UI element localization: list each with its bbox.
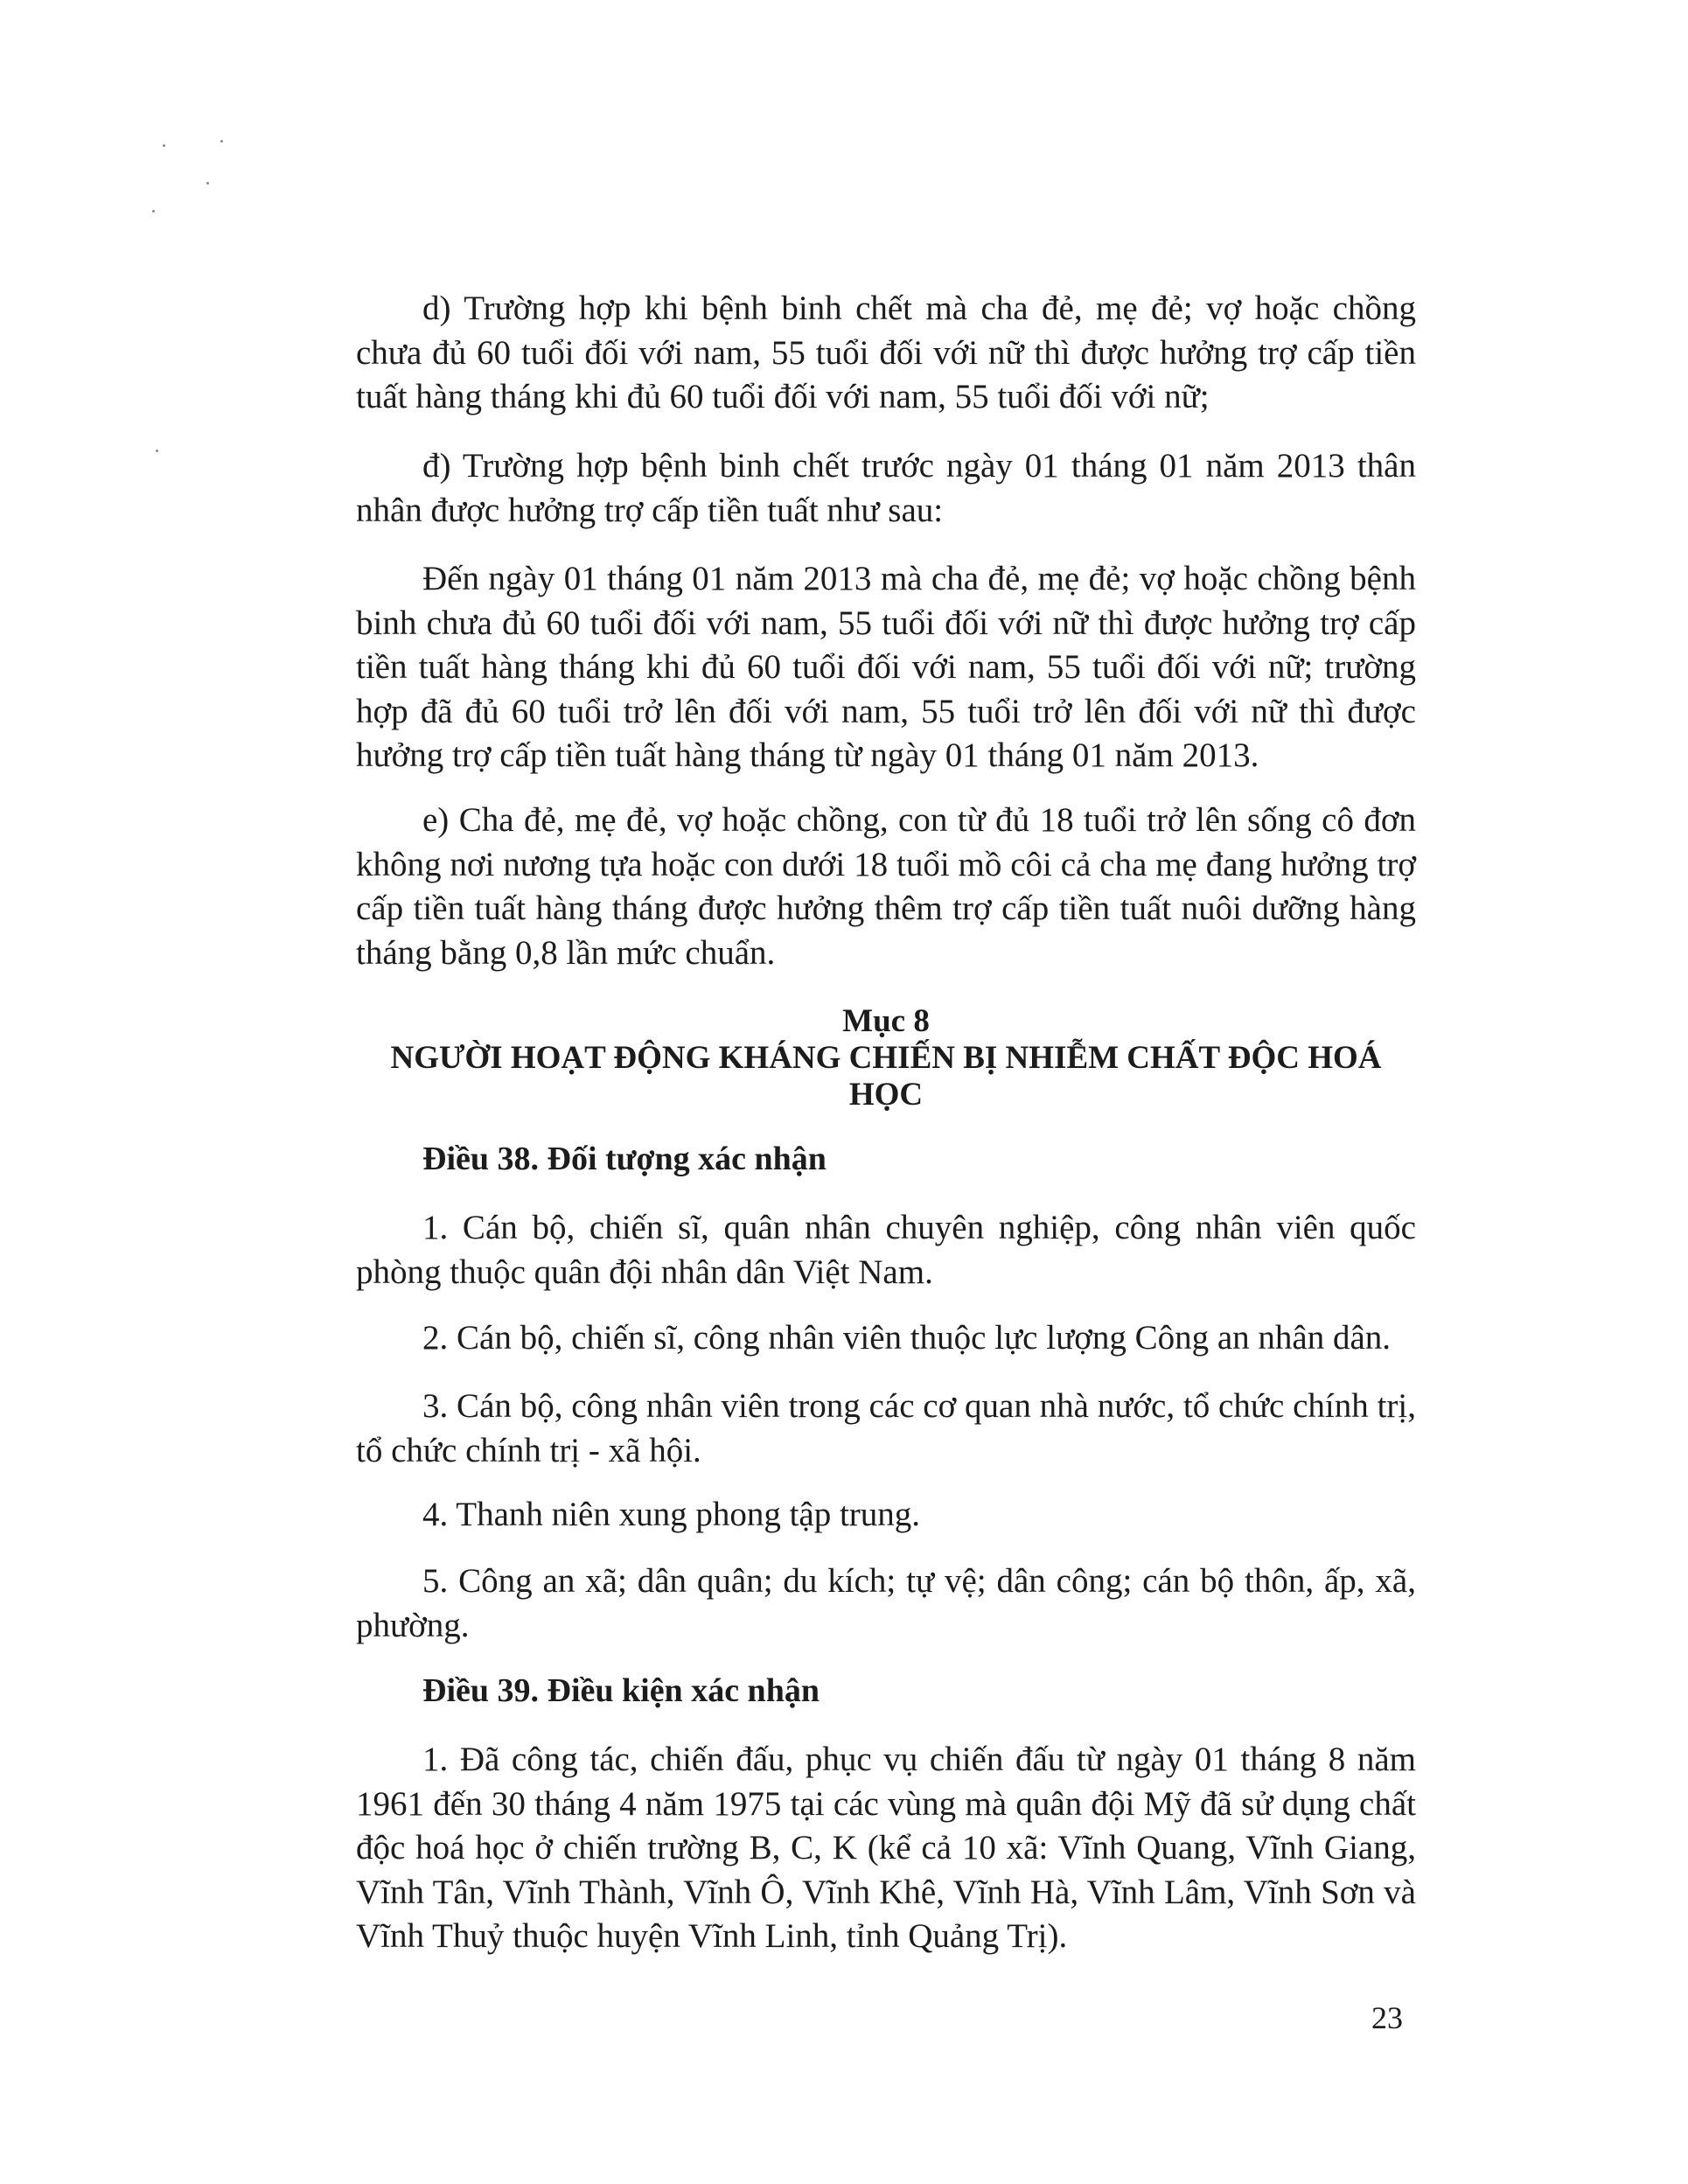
scan-speck xyxy=(152,210,155,213)
paragraph-d: d) Trường hợp khi bệnh binh chết mà cha đẻ, mẹ đẻ; vợ hoặc chồng chưa đủ 60 tuổi đối với nam, 55 tuổi đối với nữ thì được hưởng trợ cấp tiền tuất hàng tháng khi đủ 60 tuổi đối với nam, 55 tuổi đối với nữ; xyxy=(356,290,1416,415)
article-39-title: Điều 39. Điều kiện xác nhận xyxy=(422,1672,820,1709)
article-38-item-4: 4. Thanh niên xung phong tập trung. xyxy=(422,1496,921,1533)
article-38-title: Điều 38. Đối tượng xác nhận xyxy=(422,1141,827,1177)
section-title: NGƯỜI HOẠT ĐỘNG KHÁNG CHIẾN BỊ NHIỄM CHẤT ĐỘC HOÁ HỌC xyxy=(390,1040,1382,1113)
paragraph-e: e) Cha đẻ, mẹ đẻ, vợ hoặc chồng, con từ đủ 18 tuổi trở lên sống cô đơn không nơi nương tựa hoặc con dưới 18 tuổi mồ côi cả cha mẹ đang hưởng trợ cấp tiền tuất hàng tháng được hưởng thêm trợ cấp tiền tuất nuôi dưỡng hàng tháng bằng 0,8 lần mức chuẩn. xyxy=(356,801,1416,972)
scan-speck xyxy=(206,182,209,185)
scan-speck xyxy=(156,450,158,452)
paragraph-dd: đ) Trường hợp bệnh binh chết trước ngày 01 tháng 01 năm 2013 thân nhân được hưởng trợ cấp tiền tuất như sau: xyxy=(356,447,1416,529)
article-38-item-3: 3. Cán bộ, công nhân viên trong các cơ quan nhà nước, tổ chức chính trị, tổ chức chính trị - xã hội. xyxy=(356,1387,1416,1469)
article-38-item-5: 5. Công an xã; dân quân; du kích; tự vệ; dân công; cán bộ thôn, ấp, xã, phường. xyxy=(356,1562,1416,1644)
article-38-item-2: 2. Cán bộ, chiến sĩ, công nhân viên thuộc lực lượng Công an nhân dân. xyxy=(422,1319,1392,1357)
page-number: 23 xyxy=(1371,2000,1403,2035)
article-38-item-1: 1. Cán bộ, chiến sĩ, quân nhân chuyên nghiệp, công nhân viên quốc phòng thuộc quân đội nhân dân Việt Nam. xyxy=(356,1209,1416,1291)
section-label: Mục 8 xyxy=(842,1003,930,1039)
scan-speck xyxy=(220,140,223,143)
paragraph-dd-detail: Đến ngày 01 tháng 01 năm 2013 mà cha đẻ, mẹ đẻ; vợ hoặc chồng bệnh binh chưa đủ 60 tuổi đối với nam, 55 tuổi đối với nữ thì được hưởng trợ cấp tiền tuất hàng tháng khi đủ 60 tuổi đối với nam, 55 tuổi đối với nữ; trường hợp đã đủ 60 tuổi trở lên đối với nam, 55 tuổi trở lên đối với nữ thì được hưởng trợ cấp tiền tuất hàng tháng từ ngày 01 tháng 01 năm 2013. xyxy=(356,560,1416,774)
scan-speck xyxy=(163,144,165,147)
article-39-item-1: 1. Đã công tác, chiến đấu, phục vụ chiến đấu từ ngày 01 tháng 8 năm 1961 đến 30 tháng 4 năm 1975 tại các vùng mà quân đội Mỹ đã sử dụng chất độc hoá học ở chiến trường B, C, K (kể cả 10 xã: Vĩnh Quang, Vĩnh Giang, Vĩnh Tân, Vĩnh Thành, Vĩnh Ô, Vĩnh Khê, Vĩnh Hà, Vĩnh Lâm, Vĩnh Sơn và Vĩnh Thuỷ thuộc huyện Vĩnh Linh, tỉnh Quảng Trị). xyxy=(356,1741,1416,1955)
